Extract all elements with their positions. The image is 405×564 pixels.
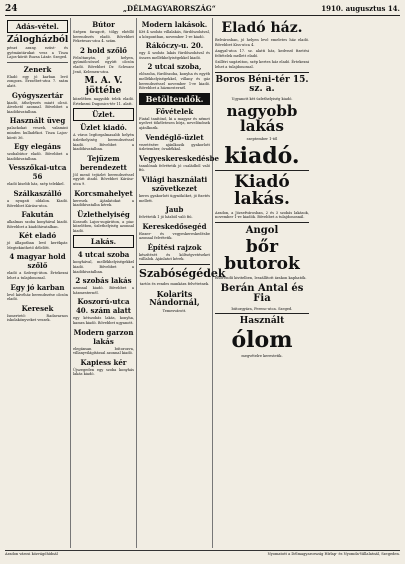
ad-heading: Fakután [21, 210, 54, 220]
ad-text: Fiatal tanítónő, ki a magyar és német nyelvet tökéletesen bírja, nevelőnőnek ajánlkozik. [139, 116, 210, 130]
ad-text: keresek. Ajánlatokat a kiadóhivatalba kérek. [73, 198, 134, 208]
ad-heading: Rákóczy-u. 20. [145, 41, 204, 51]
ad-display: Használt [239, 316, 285, 327]
ad-heading: Gyógyszertár [11, 90, 64, 100]
ad-display: ólom [231, 327, 293, 354]
ad-display: nagyobb lakás [226, 102, 298, 136]
ad-text: Temesvárott. [162, 308, 187, 313]
ad-heading: Vesszőkai-utca 56 [8, 163, 67, 182]
ad-text: A város legforgalmasabb helyén üzlethelyiség berendezéssel kiadó. Bővebbet a kiadóhivatalban. [73, 133, 134, 152]
ad-text: Eladó egy jó karban levő zongora. Erzsébet-utca 7. szám alatt. [7, 74, 68, 88]
ad-text: Újszegeden egy szoba konyhás lakás kiadó. [73, 367, 134, 377]
ad-text: Kossuth Lajos-sugárúton, a piac közelében, üzlethelyiség azonnal kiadó. [73, 219, 134, 233]
ad-text: felvétetik 1 jó házból való fiú. [139, 215, 193, 220]
ad-text: Jól menő tejüzlet berendezéssel együtt átadó. Bővebbet Kárász-utca 9. [73, 172, 134, 186]
ad-text: közelében nagyobb telek eladó. Értekezni Dugonics-tér 11. alatt. [73, 97, 134, 106]
ad-display: Szabóségédek [139, 267, 226, 281]
footer-right: Nyomatott a Délmagyarország Hírlap- és Nyomda-Vállalatnál, Szegeden. [267, 552, 400, 556]
ad-text: kiadó, áthelyezés miatt olcsó. Átvehető azonnal. Bővebbet a kiadóhivatalban. [7, 100, 68, 114]
ad-display: Boros Béni-tér 15. sz. a. [215, 74, 309, 94]
ad-display: Angol [245, 224, 279, 236]
column-4 [213, 18, 311, 548]
ad-heading: 4 utcai szoba [77, 250, 130, 260]
ad-heading: Modern lakások. [141, 20, 208, 29]
ad-text: keres gyakorlott ügynököket, jó fizetés mellett. [139, 193, 210, 203]
ad-text: Szilléri sugárúton, szép kertes ház eladó. Értekezni lehet a tulajdonossal. [215, 60, 309, 69]
ad-heading: Modern garzon lakás [73, 327, 134, 346]
ad-text: palackokat veszek, valamint minden hulladékot. Tisza Lajos-körút 36. [7, 126, 68, 140]
ad-heading: Keresek [21, 303, 54, 313]
paper-name: „DÉLMAGYARORSZÁG“ [122, 4, 216, 13]
ad-text: levő kávéház berendezése olcsón eladó. [7, 292, 68, 302]
ad-text: fűszer- és vegyeskereskedésbe azonnal felvétetik. [139, 231, 210, 241]
ad-text: Két 4 szobás villalakás, fürdőszobával, a központban, november 1-re kiadó. [139, 30, 210, 39]
masthead [5, 4, 400, 16]
newspaper-page [5, 4, 400, 556]
ad-display: Eladó ház. [221, 20, 303, 36]
ad-text: alkalmas szoba konyhával kiadó. Bővebbet a kiadóhivatalban. [7, 220, 68, 229]
ad-heading: Kapiess kér [80, 357, 127, 367]
column-3 [137, 18, 226, 548]
ad-display: Kolarits Nándornál, [149, 288, 200, 307]
ad-heading: Üzlet kiadó. [80, 123, 127, 133]
ad-text: Ismertető: Radavarnos iskolakönyveket veszek. [7, 313, 68, 323]
ad-text: tartós és rendes munkára felvétetnek. [139, 282, 210, 287]
ad-text: készítését és költségvetéseket vállalok. Ajánlatot kérek. [139, 252, 210, 262]
ad-heading: Egy jó karban [10, 282, 65, 292]
ad-heading: Egy elegáns [14, 142, 61, 152]
section-heading: Üzlet. [73, 108, 134, 121]
ad-display: Berán Antal és Fia [220, 282, 304, 304]
ad-text: előszoba, fürdőszoba, konyha és egyéb mellékhelyiségekkel, villany és gáz berendezéssel november 1-re kiadó. Bővebbet a házmesternél. [139, 72, 210, 91]
column-1 [5, 18, 71, 548]
ad-text: konyhával, mellékhelyiségekkel kiadó. Bővebbet a kiadóhivatalban. [73, 260, 134, 274]
ad-heading: Fővételek [155, 106, 194, 116]
ad-display: kiadó. [224, 142, 300, 169]
section-heading: Betöltendők. [139, 93, 210, 105]
issue-date: 1910. augusztus 14. [321, 4, 400, 13]
ad-text: Ugyanott két üzlethelyiség kiadó. [231, 96, 293, 101]
ad-heading: Tejüzem berendezett [80, 153, 127, 172]
ad-text: eladó a Szőregi-úton. Értekezni lehet a tulajdonossal. [7, 271, 68, 281]
ad-text: egy kétszobás lakás, konyha, kamra kiadó. Bővebbet ugyanott. [73, 316, 134, 326]
ad-text: megvételre kerestetik. [241, 354, 283, 359]
ad-text: bútorgyára, Ferenc-utca. Szeged. [231, 306, 293, 311]
ad-text: vezetésére ajánlkozik gyakorlott üzletember, óvadékkal. [139, 142, 210, 152]
page-number: 24 [5, 4, 18, 14]
ad-text: tanulónak felvétetik jó családból való fiú. [139, 163, 210, 173]
ad-heading: M. A. V. jöttéhe [84, 76, 123, 97]
ad-text: pénzt arany, ezüst- és gyémántárukat vesz a Tisza Lajos-körút Ruzsa Lázár. Szeged. [7, 46, 68, 60]
ad-text: egy 4 szobás lakás fürdőszobával és összes mellékhelyiségekkel kiadó. [139, 51, 210, 60]
ad-text: Szépen faragott, tölgy ebédlő berendezés eladó. Bővebbet Feketesas-utca 4. szám. [73, 30, 134, 44]
section-heading: Lakás. [73, 235, 134, 248]
ad-heading: Jaub [165, 205, 184, 215]
ad-text: elsőrendű kivitelben, leszállított árakon kaphatók. [215, 275, 307, 280]
ad-text: Angyal-utca 17. sz. alatti ház, kedvező fizetési feltételek mellett eladó. [215, 49, 309, 58]
ad-text: Felsőtanyán, jó helyen, gyümölcsössel együtt olcsón eladó. Bővebbet Dr. Schwarz Jenő, Kelemen-utca. [73, 55, 134, 74]
ad-heading: Világi használati szövetkezet [141, 174, 208, 193]
ad-text: a nyugati oldalon. Kiadó. Bővebbet Kárász-utca. [7, 198, 68, 208]
ad-heading: Zenerk [23, 64, 52, 74]
ad-heading: 2 hold szőlő [80, 45, 127, 55]
ad-heading: Koszorú-utca 40. szám alatt [75, 297, 132, 316]
ad-heading: Két eladó [18, 231, 57, 241]
ad-display: Kiadó lakás. [234, 171, 290, 209]
ad-heading: 2 szobás lakás [75, 276, 132, 286]
column-2 [71, 18, 137, 548]
ad-heading: 2 utcai szoba, [147, 62, 202, 72]
ad-heading: Vegyeskereskedésbe [139, 153, 219, 163]
ad-heading: Korcsmahelyet [74, 188, 133, 198]
ad-text: szeptember 1-től [246, 137, 278, 142]
ad-heading: Üzlethelyiség [77, 209, 130, 219]
ad-heading: Vendéglő-üzlet [145, 132, 204, 142]
ad-heading: 4 magyar hold szőlő [9, 252, 66, 271]
footer [5, 550, 400, 556]
columns [5, 18, 400, 548]
ad-heading: Zálogházból [7, 35, 69, 45]
ad-text: azonnal kiadó. Bővebbet a házmesternél. [73, 286, 134, 295]
ad-text: Belvárosban, jó helyen levő emeletes ház eladó. Bővebbet Kiss-utca 4. [215, 38, 309, 47]
section-heading: Adás-vétel. [7, 20, 68, 33]
footer-left: Aradon városi közvágóhídnál [5, 552, 58, 556]
ad-text: elegánsan bútorozva, villanyvilágítással azonnal kiadó. [73, 346, 134, 356]
ad-text: Aradon, a Józsefvárosban, 2 és 3 szobás lakások, november 1-re kiadók. Bővebbet a tulajdonosnál. [215, 210, 309, 220]
ad-text: eladó kisebb ház, szép telekkel. [7, 182, 65, 187]
ad-heading: Használt üveg [9, 116, 66, 126]
ad-heading: Szálkaszálló [13, 188, 62, 198]
ad-heading: Kereskedősegéd [142, 221, 207, 231]
ad-heading: Bútor [92, 20, 115, 29]
ad-display: bőr butorok [224, 236, 300, 274]
ad-text: jó állapotban levő kerékpár. Megtekinthető délelőtt. [7, 241, 68, 250]
ad-heading: Építési rajzok [147, 242, 202, 252]
ad-text: szobabútor eladó. Bővebbet a kiadóhivatalban. [7, 152, 68, 161]
